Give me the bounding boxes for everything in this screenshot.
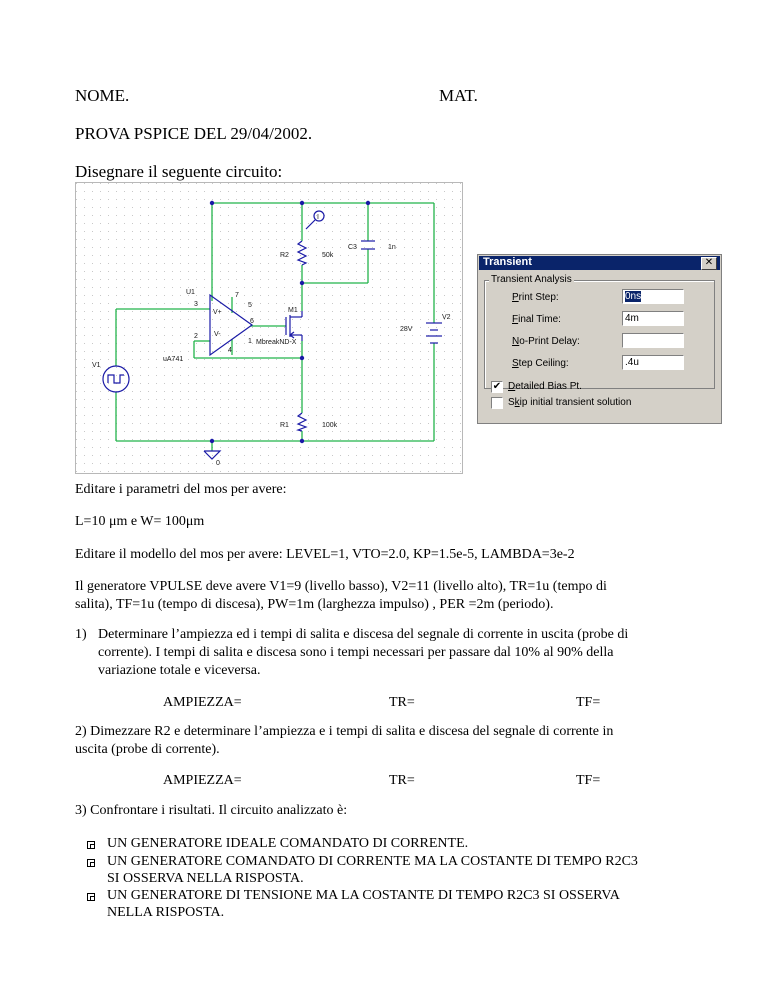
question-2-line-2: uscita (probe di corrente). <box>75 742 220 757</box>
tr-label-1: TR= <box>389 695 415 710</box>
option-3-line-2: NELLA RISPOSTA. <box>107 905 225 920</box>
detailed-bias-checkbox[interactable]: ✔ <box>492 381 502 392</box>
opamp-model-label: uA741 <box>163 356 184 363</box>
option-2-line-1: UN GENERATORE COMANDATO DI CORRENTE MA LA COSTANTE DI TEMPO R2C3 <box>107 854 638 869</box>
final-time-label: Final Time: <box>512 314 561 325</box>
tf-label-1: TF= <box>576 695 601 710</box>
v2-name-label: V2 <box>442 314 451 321</box>
question-3-text: 3) Confrontare i risultati. Il circuito analizzato è: <box>75 803 348 818</box>
option-2-line-2: SI OSSERVA NELLA RISPOSTA. <box>107 871 304 886</box>
question-1-line-3: variazione totale e viceversa. <box>98 663 261 678</box>
pin7-label: 7 <box>235 292 239 299</box>
pin1-label: 1 <box>248 338 252 345</box>
pin2-label: 2 <box>194 333 198 340</box>
mos-model-label: MbreakND-X <box>256 339 297 346</box>
vminus-label: V- <box>214 331 221 338</box>
nome-label: NOME. <box>75 86 130 105</box>
ampiezza-label-1: AMPIEZZA= <box>163 695 242 710</box>
v1-name-label: V1 <box>92 362 101 369</box>
instruction-text: Disegnare il seguente circuito: <box>75 162 283 181</box>
question-1-line-1: Determinare l’ampiezza ed i tempi di salita e discesa del segnale di corrente in uscita (probe di <box>98 627 629 642</box>
skip-initial-label: Skip initial transient solution <box>508 397 632 408</box>
dialog-titlebar <box>479 256 720 270</box>
c3-value-label: 1n <box>388 244 396 251</box>
final-time-input[interactable]: 4m <box>622 311 684 326</box>
r2-value-label: 50k <box>322 252 334 259</box>
pin5-label: 5 <box>248 302 252 309</box>
print-step-input[interactable]: 0ns <box>622 289 684 304</box>
ampiezza-label-2: AMPIEZZA= <box>163 773 242 788</box>
r2-name-label: R2 <box>280 252 289 259</box>
schematic-drawing <box>76 183 462 473</box>
tf-label-2: TF= <box>576 773 601 788</box>
tr-label-2: TR= <box>389 773 415 788</box>
no-print-delay-label: No-Print Delay: <box>512 336 580 347</box>
detailed-bias-label: Detailed Bias Pt. <box>508 381 582 392</box>
page-title: PROVA PSPICE DEL 29/04/2002. <box>75 124 313 143</box>
vplus-label: V+ <box>213 309 222 316</box>
probe-label: I <box>317 214 319 221</box>
transient-dialog <box>477 254 722 424</box>
r1-name-label: R1 <box>280 422 289 429</box>
question-1-line-2: corrente). I tempi di salita e discesa sono i tempi necessari per passare dal 10% al 90% della <box>98 645 614 660</box>
mat-label: MAT. <box>439 86 478 105</box>
skip-initial-checkbox[interactable] <box>491 397 503 409</box>
edit-params-text: Editare i parametri del mos per avere: <box>75 482 287 497</box>
close-icon[interactable]: ✕ <box>701 257 717 270</box>
ground-label: 0 <box>216 460 220 467</box>
v2-value-label: 28V <box>400 326 413 333</box>
print-step-label: Print Step: <box>512 292 559 303</box>
edit-model-text: Editare il modello del mos per avere: LEVEL=1, VTO=2.0, KP=1.5e-5, LAMBDA=3e-2 <box>75 547 575 562</box>
question-1-number: 1) <box>75 627 87 642</box>
r1-value-label: 100k <box>322 422 338 429</box>
question-2-line-1: 2) Dimezzare R2 e determinare l’ampiezza e i tempi di salita e discesa del segnale di corrente in <box>75 724 614 739</box>
pin4-label: 4 <box>228 347 232 354</box>
step-ceiling-label: Step Ceiling: <box>512 358 569 369</box>
pin3-label: 3 <box>194 301 198 308</box>
option-1-line-1: UN GENERATORE IDEALE COMANDATO DI CORRENTE. <box>107 836 469 851</box>
pin6-label: 6 <box>250 318 254 325</box>
u1-label: U1 <box>186 289 195 296</box>
checkbox-bullet-icon <box>87 841 95 849</box>
lw-text: L=10 μm e W= 100μm <box>75 514 205 529</box>
step-ceiling-input[interactable]: .4u <box>622 355 684 370</box>
vpulse-line-1: Il generatore VPULSE deve avere V1=9 (livello basso), V2=11 (livello alto), TR=1u (tempo di <box>75 579 607 594</box>
checkbox-bullet-icon <box>87 859 95 867</box>
c3-name-label: C3 <box>348 244 357 251</box>
group-label: Transient Analysis <box>491 274 572 285</box>
dialog-title: Transient <box>483 256 532 268</box>
circuit-schematic <box>75 182 463 474</box>
option-3-line-1: UN GENERATORE DI TENSIONE MA LA COSTANTE DI TEMPO R2C3 SI OSSERVA <box>107 888 620 903</box>
checkbox-bullet-icon <box>87 893 95 901</box>
mos-name-label: M1 <box>288 307 298 314</box>
vpulse-line-2: salita), TF=1u (tempo di discesa), PW=1m (larghezza impulso) , PER =2m (periodo). <box>75 597 554 612</box>
no-print-delay-input[interactable] <box>622 333 684 348</box>
